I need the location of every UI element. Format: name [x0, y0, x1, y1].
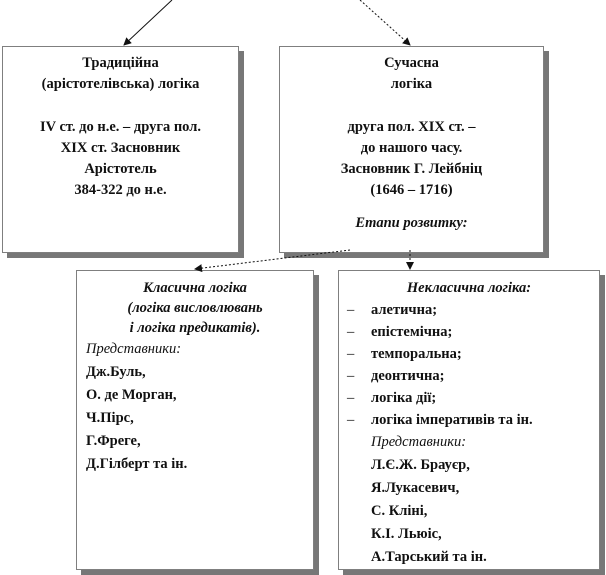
arrow-to-modern [360, 0, 410, 45]
traditional-body-line-1: IV ст. до н.е. – друга пол. [39, 119, 202, 135]
classical-representative: Д.Гілберт та ін. [86, 456, 188, 472]
classical-logic-box [76, 270, 314, 570]
traditional-body-line-3: Арістотель [84, 161, 157, 177]
nonclassical-branch [343, 299, 599, 321]
arrow-to-traditional [124, 0, 172, 45]
traditional-body-line-2: XIX ст. Засновник [60, 140, 181, 156]
classical-title-line-2: (логіка висловлювань [127, 300, 263, 316]
nonclassical-branch [343, 409, 599, 431]
nonclassical-branch [343, 343, 599, 365]
branch-label: епістемічна; [371, 324, 453, 340]
modern-body-line-3: Засновник Г. Лейбніц [340, 161, 483, 177]
dash-bullet: – [347, 412, 355, 428]
nonclassical-representative: Я.Лукасевич, [371, 480, 460, 496]
classical-representative: Дж.Буль, [86, 364, 146, 380]
nonclassical-representative: К.І. Льюіс, [371, 526, 442, 542]
classical-representatives-label: Представники: [86, 341, 182, 357]
traditional-title-line-1: Традиційна [82, 55, 159, 71]
stages-label: Етапи розвитку: [355, 215, 468, 231]
nonclassical-representative: Л.Є.Ж. Брауєр, [371, 457, 470, 473]
classical-title-line-3: і логіка предикатів). [129, 320, 261, 336]
modern-logic-box [279, 46, 544, 253]
branch-label: логіка дії; [371, 390, 437, 406]
nonclassical-logic-box [338, 270, 600, 570]
dash-bullet: – [347, 368, 355, 384]
traditional-body-line-4: 384-322 до н.е. [74, 182, 167, 198]
modern-body-line-4: (1646 – 1716) [370, 182, 453, 198]
nonclassical-branch [343, 387, 599, 409]
classical-title-line-1: Класична логіка [143, 280, 247, 296]
traditional-logic-box [2, 46, 239, 253]
modern-body-line-1: друга пол. XIX ст. – [347, 119, 476, 135]
nonclassical-title: Некласична логіка: [406, 280, 532, 296]
branch-label: деонтична; [371, 368, 445, 384]
classical-representative: Г.Фреге, [86, 433, 141, 449]
modern-title-line-2: логіка [390, 76, 433, 92]
branch-label: логіка імперативів та ін. [371, 412, 533, 428]
branch-label: темпоральна; [371, 346, 462, 362]
classical-representative: Ч.Пірс, [86, 410, 134, 426]
nonclassical-representative: С. Кліні, [371, 503, 428, 519]
dash-bullet: – [347, 324, 355, 340]
traditional-title-line-2: (арістотелівська) логіка [41, 76, 200, 92]
dash-bullet: – [347, 346, 355, 362]
dash-bullet: – [347, 302, 355, 318]
modern-body-line-2: до нашого часу. [360, 140, 463, 156]
branch-label: алетична; [371, 302, 438, 318]
nonclassical-branch [343, 365, 599, 387]
nonclassical-representative: А.Тарський та ін. [371, 549, 487, 565]
nonclassical-branch [343, 321, 599, 343]
classical-representative: О. де Морган, [86, 387, 177, 403]
dash-bullet: – [347, 390, 355, 406]
nonclassical-representatives-label: Представники: [371, 434, 467, 450]
modern-title-line-1: Сучасна [384, 55, 439, 71]
